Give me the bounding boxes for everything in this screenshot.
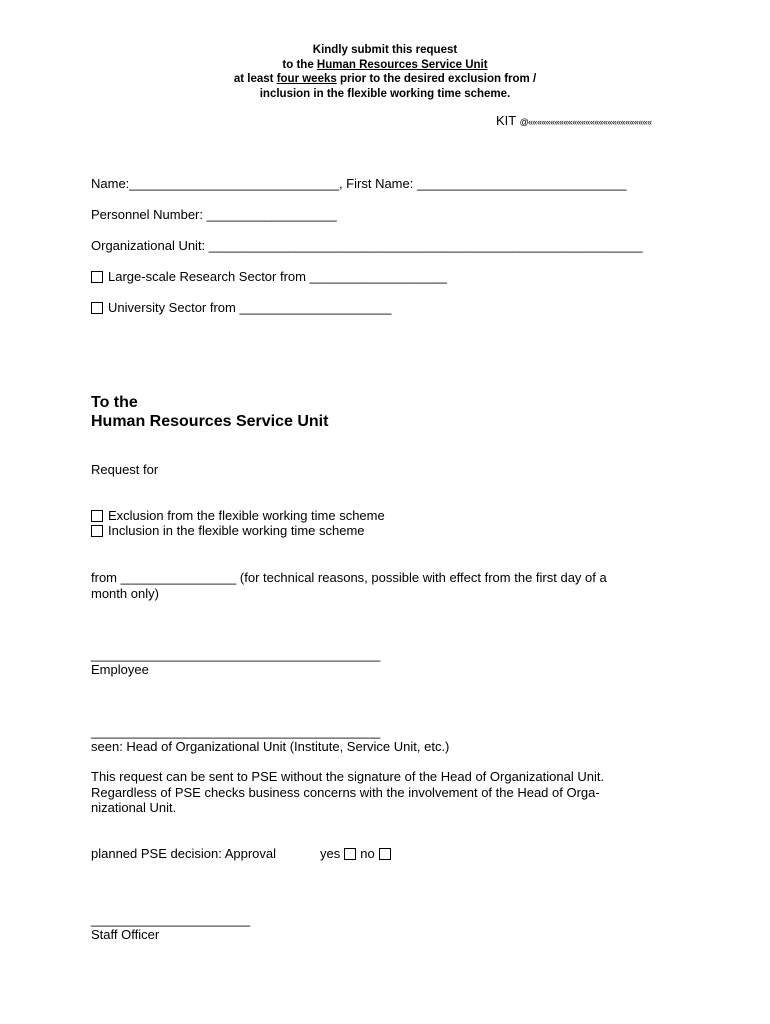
instruction-line-3 — [120, 72, 650, 87]
kit-reference — [496, 113, 686, 128]
instruction-line-4: inclusion in the flexible working time scheme. — [259, 87, 511, 100]
submission-instructions — [120, 43, 650, 101]
kit-garbled-glyphs: @«««««««««««««««««««««««««««« — [519, 117, 652, 127]
approval-yes-label: yes — [320, 846, 341, 861]
exclusion-label: Exclusion from the flexible working time scheme — [108, 508, 385, 523]
addressee-title — [91, 393, 328, 431]
organizational-unit-field[interactable]: Organizational Unit: ____________________________________________________________ — [91, 238, 643, 253]
kit-label: KIT — [496, 113, 520, 128]
personnel-number-field[interactable]: Personnel Number: __________________ — [91, 207, 337, 222]
instruction-line-3-prefix: at least — [233, 73, 277, 85]
effective-date-field[interactable] — [91, 570, 607, 601]
pse-notice-line-1: This request can be sent to PSE without the signature of the Head of Organizational Unit. — [91, 769, 605, 784]
approval-no-label: no — [360, 846, 375, 861]
pse-notice — [91, 769, 604, 816]
approval-yes-checkbox[interactable] — [344, 848, 356, 860]
university-sector-label: University Sector from _____________________ — [108, 300, 392, 315]
staff-officer-signature-line[interactable]: ______________________ — [91, 912, 251, 927]
instruction-line-2 — [120, 58, 650, 73]
exclusion-option — [91, 508, 385, 523]
head-signature-label: seen: Head of Organizational Unit (Institute, Service Unit, etc.) — [91, 739, 450, 754]
request-for-label: Request for — [91, 462, 159, 477]
head-signature-line[interactable]: ________________________________________ — [91, 724, 381, 739]
effective-date-line-2: month only) — [91, 585, 159, 601]
university-sector-option — [91, 300, 391, 315]
pse-decision-label: planned PSE decision: Approval — [91, 846, 277, 861]
hr-service-unit-underlined: Human Resources Service Unit — [316, 58, 488, 71]
addressee-line-1: To the — [91, 394, 138, 411]
instruction-line-3-suffix: prior to the desired exclusion from / — [336, 73, 537, 85]
employee-signature-line[interactable]: ________________________________________ — [91, 647, 381, 662]
approval-options — [320, 846, 395, 861]
university-sector-checkbox[interactable] — [91, 302, 103, 314]
four-weeks-underlined: four weeks — [276, 73, 337, 85]
name-field[interactable]: Name:_____________________________, First Name: _____________________________ — [91, 176, 627, 191]
instruction-line-2-prefix: to the — [282, 58, 317, 71]
approval-no-checkbox[interactable] — [379, 848, 391, 860]
pse-notice-line-3: nizational Unit. — [91, 800, 177, 815]
instruction-line-1: Kindly submit this request — [312, 44, 458, 56]
employee-signature-label: Employee — [91, 662, 149, 677]
effective-date-line-1: from ________________ (for technical reasons, possible with effect from the first day of a — [91, 570, 607, 585]
pse-notice-line-2: Regardless of PSE checks business concerns with the involvement of the Head of Orga- — [91, 784, 600, 800]
staff-officer-label: Staff Officer — [91, 927, 160, 942]
addressee-line-2: Human Resources Service Unit — [91, 413, 329, 430]
inclusion-label: Inclusion in the flexible working time scheme — [108, 523, 365, 538]
exclusion-checkbox[interactable] — [91, 510, 103, 522]
large-scale-research-label: Large-scale Research Sector from ___________________ — [108, 269, 447, 284]
inclusion-checkbox[interactable] — [91, 525, 103, 537]
large-scale-research-option — [91, 269, 447, 284]
large-scale-research-checkbox[interactable] — [91, 271, 103, 283]
inclusion-option — [91, 523, 365, 538]
